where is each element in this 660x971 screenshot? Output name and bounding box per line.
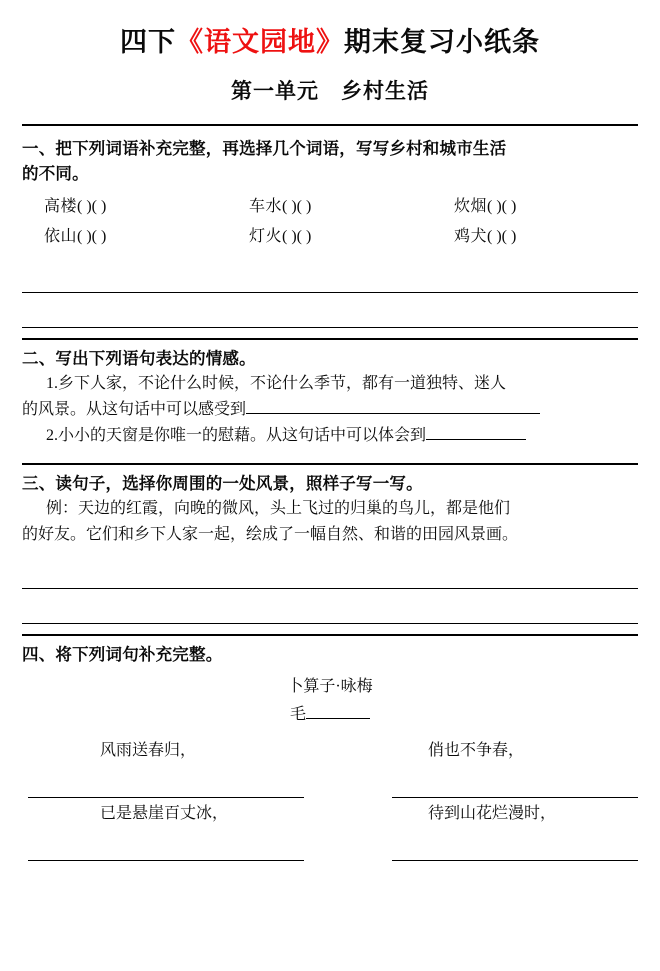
poem-col-right	[330, 735, 638, 767]
answer-line[interactable]	[22, 597, 638, 624]
poem-line: 风雨送春归，	[100, 742, 197, 759]
section-2-item-1-line2	[22, 397, 638, 423]
poem-line: 待到山花烂漫时，	[428, 805, 557, 822]
poem-author-blank[interactable]	[306, 718, 370, 719]
section-3-heading: 三、读句子，选择你周围的一处风景，照样子写一写。	[22, 474, 423, 493]
page-subtitle: 第一单元 乡村生活	[231, 79, 429, 103]
title-accent: 《语文园地》	[176, 27, 344, 57]
section-4-heading: 四、将下列词句补充完整。	[22, 645, 223, 664]
bracket-blanks: ( )( )	[282, 228, 312, 245]
poem-col-left	[22, 830, 330, 861]
section-3-example-line2: 的好友。它们和乡下人家一起，绘成了一幅自然、和谐的田园风景画。	[22, 526, 519, 543]
fill-in-blank[interactable]	[426, 439, 526, 440]
poem-row-text	[22, 798, 638, 830]
worksheet-page	[0, 22, 660, 971]
page-title	[22, 22, 638, 62]
bracket-blanks: ( )( )	[487, 198, 517, 215]
bracket-word: 高楼	[44, 198, 78, 215]
bracket-blanks: ( )( )	[77, 198, 107, 215]
bracket-item[interactable]	[454, 192, 659, 222]
poem-line: 俏也不争春，	[428, 742, 525, 759]
bracket-blanks: ( )( )	[487, 228, 517, 245]
poem-answer-line[interactable]	[28, 830, 304, 861]
answer-line[interactable]	[22, 301, 638, 328]
section-1-heading-line2: 的不同。	[22, 164, 89, 183]
item-text: 2.小小的天窗是你唯一的慰藉。从这句话中可以体会到	[46, 427, 427, 444]
section-2-item-2-line1	[22, 423, 638, 449]
poem-line: 已是悬崖百丈冰，	[100, 805, 229, 822]
bracket-item[interactable]	[44, 222, 249, 252]
poem-col-left	[22, 767, 330, 798]
poem-author	[22, 701, 638, 729]
bracket-word: 炊烟	[454, 198, 488, 215]
bracket-word: 鸡犬	[454, 228, 488, 245]
poem-row-blank	[22, 830, 638, 861]
section-1-bracket-row	[22, 222, 638, 252]
item-text: 的风景。从这句话中可以感受到	[22, 401, 247, 418]
section-1-bracket-row	[22, 192, 638, 222]
poem-col-right	[330, 767, 638, 798]
answer-line[interactable]	[22, 266, 638, 293]
section-3-example-line1: 例：天边的红霞，向晚的微风，头上飞过的归巢的鸟儿，都是他们	[46, 500, 511, 517]
fill-in-blank[interactable]	[246, 413, 540, 414]
title-prefix: 四下	[120, 27, 176, 57]
section-2-item-1-line1: 1.乡下人家，不论什么时候，不论什么季节，都有一道独特、迷人	[46, 375, 507, 392]
bracket-word: 灯火	[249, 228, 283, 245]
poem-col-left	[22, 735, 330, 767]
bracket-blanks: ( )( )	[77, 228, 107, 245]
poem-col-right	[330, 830, 638, 861]
answer-line[interactable]	[22, 562, 638, 589]
poem-title: 卜算子·咏梅	[287, 678, 373, 695]
bracket-item[interactable]	[249, 192, 454, 222]
poem-row-blank	[22, 767, 638, 798]
bracket-word: 依山	[44, 228, 78, 245]
section-2-heading: 二、写出下列语句表达的情感。	[22, 349, 256, 368]
poem-col-left	[22, 798, 330, 830]
poem-row-text	[22, 735, 638, 767]
poem-answer-line[interactable]	[392, 767, 638, 798]
poem-answer-line[interactable]	[28, 767, 304, 798]
title-suffix: 期末复习小纸条	[344, 27, 540, 57]
poem-col-right	[330, 798, 638, 830]
bracket-item[interactable]	[454, 222, 659, 252]
bracket-blanks: ( )( )	[282, 198, 312, 215]
bracket-item[interactable]	[249, 222, 454, 252]
section-1-heading-line1: 一、把下列词语补充完整，再选择几个词语，写写乡村和城市生活	[22, 139, 507, 158]
bracket-item[interactable]	[44, 192, 249, 222]
bracket-word: 车水	[249, 198, 283, 215]
poem-answer-line[interactable]	[392, 830, 638, 861]
poem-author-prefix: 毛	[289, 706, 306, 723]
